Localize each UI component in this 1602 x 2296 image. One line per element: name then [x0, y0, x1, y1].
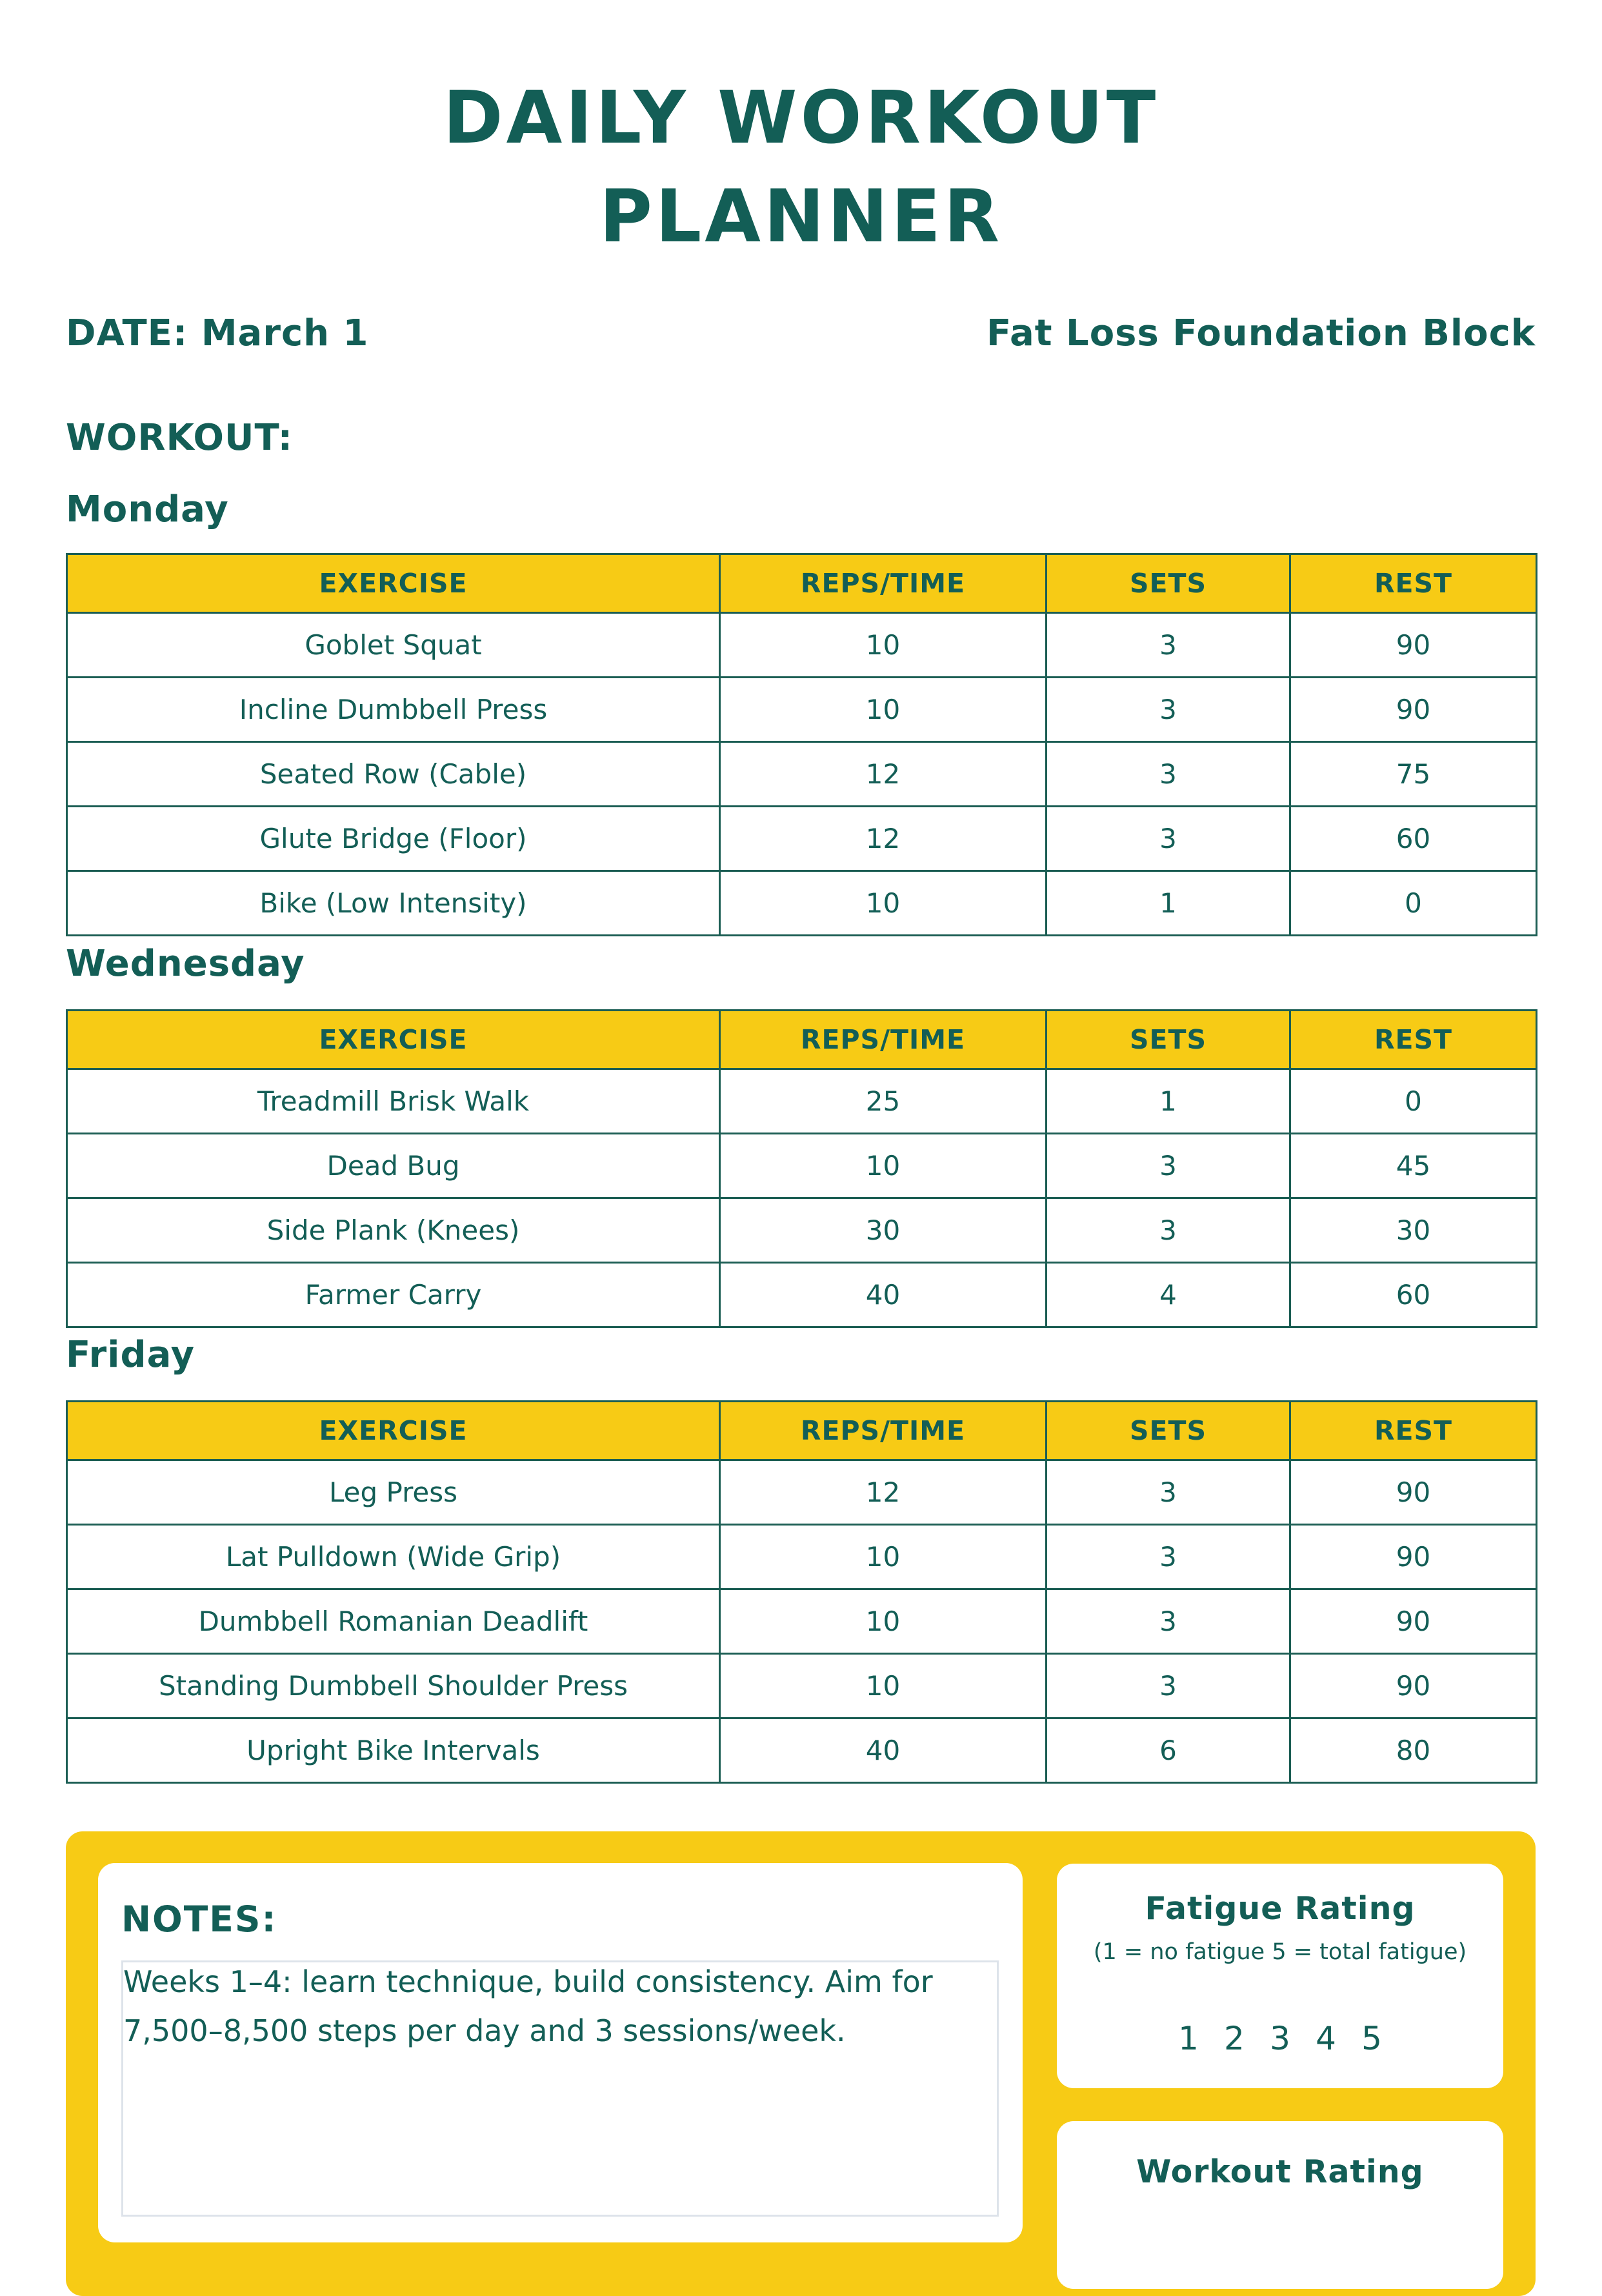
- cell-reps: 12: [720, 742, 1046, 807]
- cell-exercise: Dumbbell Romanian Deadlift: [67, 1589, 720, 1654]
- table-row: [67, 807, 1537, 871]
- cell-reps: 25: [720, 1069, 1046, 1134]
- cell-exercise: Treadmill Brisk Walk: [67, 1069, 720, 1134]
- table-row: [67, 1654, 1537, 1718]
- cell-exercise: Dead Bug: [67, 1134, 720, 1198]
- cell-exercise: Leg Press: [67, 1460, 720, 1525]
- fatigue-rating-scale-description: (1 = no fatigue 5 = total fatigue): [1093, 1939, 1467, 1965]
- fatigue-rating-card: [1057, 1864, 1503, 2088]
- fatigue-option-2[interactable]: 2: [1224, 2020, 1245, 2057]
- cell-sets: 3: [1046, 1460, 1290, 1525]
- workout-heading: WORKOUT:: [66, 417, 293, 459]
- workout-table-monday: [66, 553, 1537, 936]
- column-header-reps: REPS/TIME: [720, 554, 1046, 613]
- cell-reps: 12: [720, 807, 1046, 871]
- fatigue-option-5[interactable]: 5: [1361, 2020, 1382, 2057]
- date-label: DATE: March 1: [66, 312, 369, 354]
- day-label-friday: Friday: [66, 1334, 195, 1376]
- table-row: [67, 1589, 1537, 1654]
- cell-rest: 90: [1290, 1525, 1537, 1589]
- table-row: [67, 871, 1537, 936]
- cell-sets: 3: [1046, 1198, 1290, 1263]
- cell-reps: 30: [720, 1198, 1046, 1263]
- day-label-wednesday: Wednesday: [66, 943, 305, 985]
- cell-reps: 10: [720, 678, 1046, 742]
- table-row: [67, 1198, 1537, 1263]
- cell-rest: 90: [1290, 613, 1537, 678]
- cell-reps: 10: [720, 1525, 1046, 1589]
- cell-sets: 3: [1046, 1134, 1290, 1198]
- table-row: [67, 1263, 1537, 1327]
- table-header-row: [67, 554, 1537, 613]
- cell-sets: 3: [1046, 807, 1290, 871]
- column-header-sets: SETS: [1046, 1402, 1290, 1460]
- cell-exercise: Goblet Squat: [67, 613, 720, 678]
- page-title-line-2: PLANNER: [599, 175, 1003, 259]
- workout-rating-title: Workout Rating: [1136, 2153, 1424, 2190]
- fatigue-rating-options: [1057, 2022, 1503, 2055]
- cell-sets: 1: [1046, 1069, 1290, 1134]
- cell-rest: 0: [1290, 871, 1537, 936]
- program-name: Fat Loss Foundation Block: [986, 312, 1536, 354]
- workout-table-friday: [66, 1400, 1537, 1784]
- cell-sets: 3: [1046, 1525, 1290, 1589]
- cell-rest: 0: [1290, 1069, 1537, 1134]
- cell-rest: 80: [1290, 1718, 1537, 1783]
- fatigue-option-4[interactable]: 4: [1316, 2020, 1336, 2057]
- cell-exercise: Lat Pulldown (Wide Grip): [67, 1525, 720, 1589]
- cell-sets: 3: [1046, 742, 1290, 807]
- fatigue-rating-title: Fatigue Rating: [1145, 1890, 1416, 1927]
- cell-rest: 75: [1290, 742, 1537, 807]
- table-row: [67, 742, 1537, 807]
- table-row: [67, 1460, 1537, 1525]
- notes-textarea[interactable]: [121, 1960, 999, 2217]
- cell-rest: 90: [1290, 1589, 1537, 1654]
- cell-reps: 10: [720, 1589, 1046, 1654]
- column-header-exercise: EXERCISE: [67, 1402, 720, 1460]
- notes-text: Weeks 1–4: learn technique, build consistency. Aim for 7,500–8,500 steps per day and 3 sessions/week.: [123, 1964, 933, 2048]
- cell-sets: 6: [1046, 1718, 1290, 1783]
- cell-reps: 40: [720, 1718, 1046, 1783]
- fatigue-option-1[interactable]: 1: [1178, 2020, 1199, 2057]
- table-header-row: [67, 1011, 1537, 1069]
- cell-rest: 45: [1290, 1134, 1537, 1198]
- cell-exercise: Farmer Carry: [67, 1263, 720, 1327]
- cell-reps: 40: [720, 1263, 1046, 1327]
- table-row: [67, 678, 1537, 742]
- cell-exercise: Seated Row (Cable): [67, 742, 720, 807]
- cell-exercise: Glute Bridge (Floor): [67, 807, 720, 871]
- table-row: [67, 1718, 1537, 1783]
- cell-exercise: Incline Dumbbell Press: [67, 678, 720, 742]
- cell-reps: 10: [720, 1134, 1046, 1198]
- table-row: [67, 1134, 1537, 1198]
- cell-reps: 10: [720, 613, 1046, 678]
- cell-rest: 90: [1290, 1460, 1537, 1525]
- fatigue-option-3[interactable]: 3: [1270, 2020, 1290, 2057]
- cell-rest: 90: [1290, 678, 1537, 742]
- cell-rest: 60: [1290, 807, 1537, 871]
- column-header-rest: REST: [1290, 1011, 1537, 1069]
- cell-exercise: Upright Bike Intervals: [67, 1718, 720, 1783]
- cell-sets: 3: [1046, 613, 1290, 678]
- page-title-line-1: DAILY WORKOUT: [443, 76, 1159, 160]
- cell-reps: 12: [720, 1460, 1046, 1525]
- cell-rest: 90: [1290, 1654, 1537, 1718]
- column-header-exercise: EXERCISE: [67, 554, 720, 613]
- column-header-reps: REPS/TIME: [720, 1011, 1046, 1069]
- cell-reps: 10: [720, 1654, 1046, 1718]
- column-header-sets: SETS: [1046, 1011, 1290, 1069]
- column-header-exercise: EXERCISE: [67, 1011, 720, 1069]
- cell-exercise: Standing Dumbbell Shoulder Press: [67, 1654, 720, 1718]
- table-row: [67, 1525, 1537, 1589]
- notes-label: NOTES:: [121, 1898, 277, 1940]
- cell-sets: 3: [1046, 1589, 1290, 1654]
- column-header-reps: REPS/TIME: [720, 1402, 1046, 1460]
- column-header-sets: SETS: [1046, 554, 1290, 613]
- day-label-monday: Monday: [66, 488, 229, 530]
- cell-rest: 30: [1290, 1198, 1537, 1263]
- cell-sets: 4: [1046, 1263, 1290, 1327]
- cell-exercise: Bike (Low Intensity): [67, 871, 720, 936]
- table-header-row: [67, 1402, 1537, 1460]
- notes-card: [98, 1863, 1023, 2242]
- cell-rest: 60: [1290, 1263, 1537, 1327]
- workout-rating-card: [1057, 2121, 1503, 2289]
- table-row: [67, 1069, 1537, 1134]
- column-header-rest: REST: [1290, 554, 1537, 613]
- workout-table-wednesday: [66, 1009, 1537, 1328]
- cell-sets: 1: [1046, 871, 1290, 936]
- column-header-rest: REST: [1290, 1402, 1537, 1460]
- cell-sets: 3: [1046, 1654, 1290, 1718]
- cell-sets: 3: [1046, 678, 1290, 742]
- table-row: [67, 613, 1537, 678]
- cell-reps: 10: [720, 871, 1046, 936]
- cell-exercise: Side Plank (Knees): [67, 1198, 720, 1263]
